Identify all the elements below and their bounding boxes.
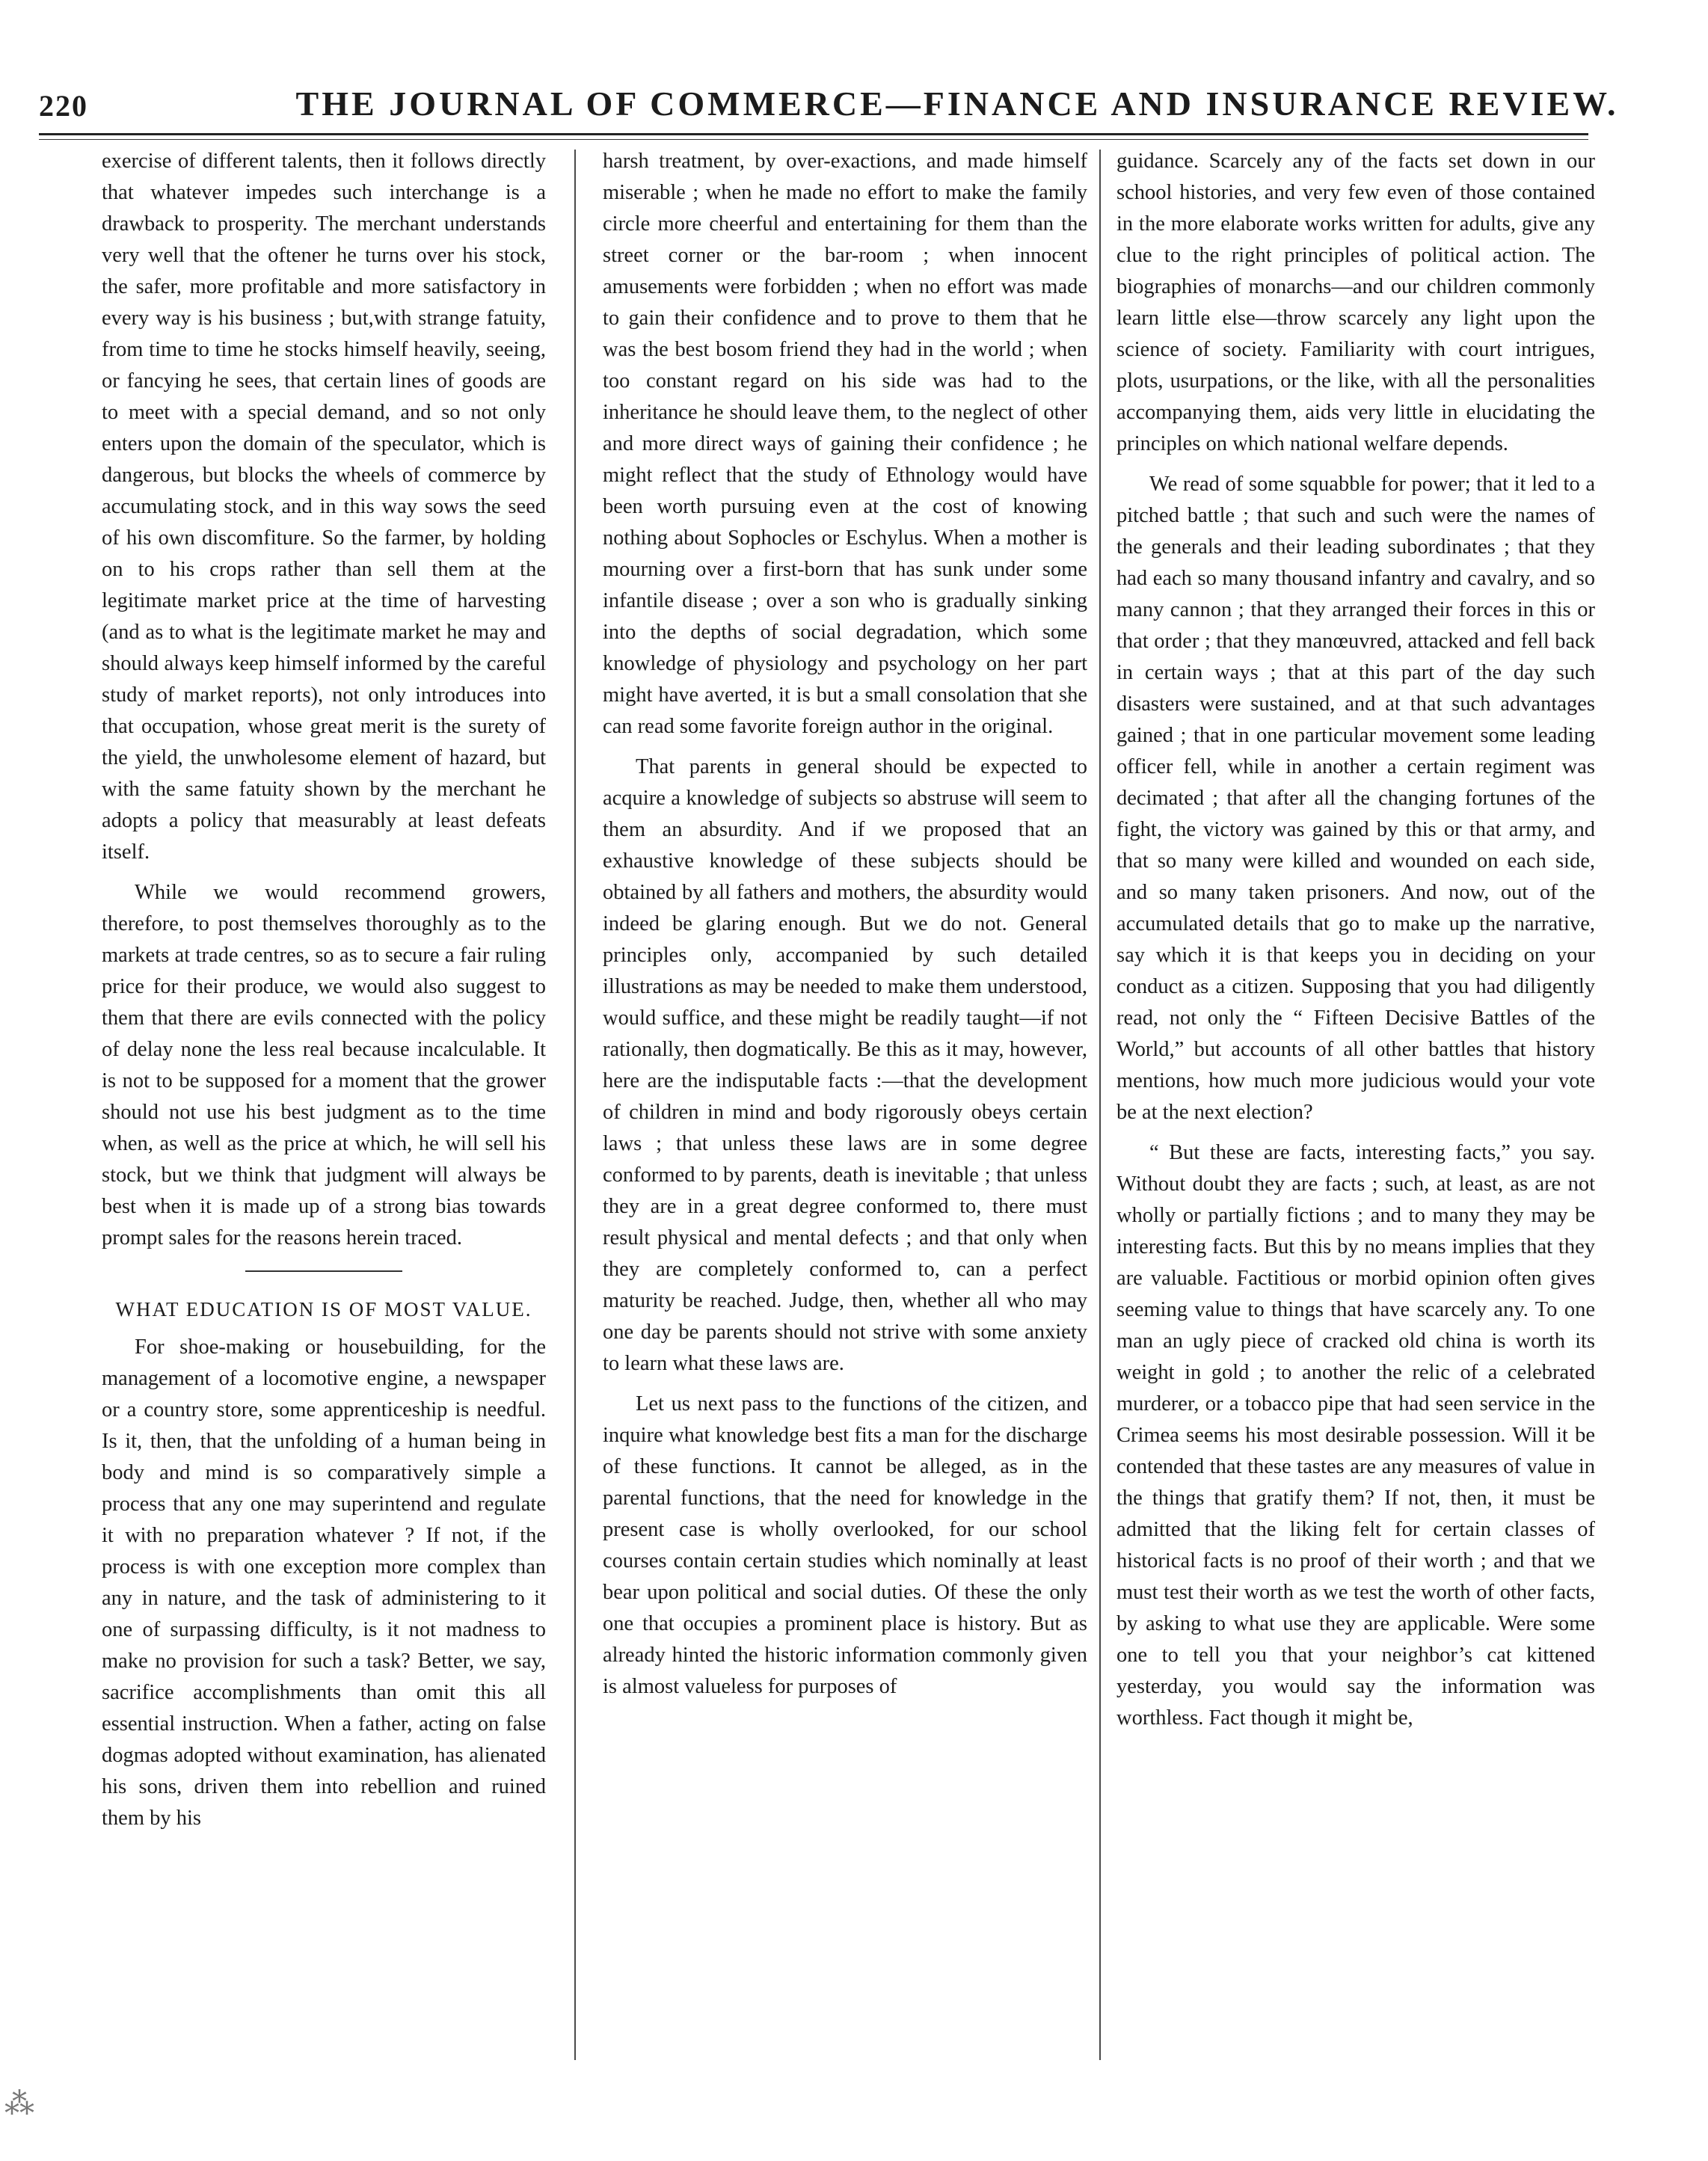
- paragraph: Let us next pass to the functions of the citizen, and inquire what knowledge best fits a man for the discharge of these functions. It cannot be alleged, as in the parental functions, that the need for knowledge in the present case is wholly overlooked, for our school courses contain certain studies which nominally at least bear upon political and social duties. Of these the only one that occupies a prominent place is history. But as already hinted the historic information commonly given is almost valueless for purposes of: [603, 1392, 1087, 1698]
- paragraph: While we would recommend growers, therefore, to post themselves thoroughly as to the markets at trade centres, so as to secure a fair ruling price for their produce, we would also suggest to them that there are evils connected with the policy of delay none the less real because incalculable. It is not to be supposed for a moment that the grower should not use his best judgment as to the time when, as well as the price at which, he will sell his stock, but we think that judgment will always be best when it is made up of a strong bias towards prompt sales for the reasons herein traced.: [102, 881, 546, 1249]
- paragraph: harsh treatment, by over-exactions, and made himself miserable ; when he made no effort to make the family circle more cheerful and entertaining for them than the street corner or the bar-room ; when innocent amusements were forbidden ; when no effort was made to gain their confidence and to prove to them that he was the best bosom friend they had in the world ; when too constant regard on his side was had to the inheritance he should leave them, to the neglect of other and more direct ways of gaining their confidence ; he might reflect that the study of Ethnology would have been worth pursuing even at the cost of knowing nothing about Sophocles or Eschylus. When a mother is mourning over a first-born that has sunk under some infantile disease ; over a son who is gradually sinking into the depths of social degradation, which some knowledge of physiology and psychology on her part might have averted, it is but a small consolation that she can read some favorite foreign author in the original.: [603, 150, 1087, 738]
- page-number: 220: [39, 89, 88, 123]
- section-heading: WHAT EDUCATION IS OF MOST VALUE.: [115, 1298, 532, 1321]
- text-column-3: [1116, 146, 1595, 2068]
- paragraph: That parents in general should be expected to acquire a knowledge of subjects so abstruse will seem to them an absurdity. And if we proposed that an exhaustive knowledge of these subjects should be obtained by all fathers and mothers, the absurdity would indeed be glaring enough. But we do not. General principles only, accompanied by such detailed illustrations as may be needed to make them understood, would suffice, and these might be readily taught—if not rationally, then dogmatically. Be this as it may, however, here are the indisputable facts :—that the development of children in mind and body rigorously obeys certain laws ; that unless these laws are in some degree conformed to by parents, death is inevitable ; that unless they are in a great degree conformed to, there must result physical and mental defects ; and that only when they are completely conformed to, can a perfect maturity be reached. Judge, then, whether all who may one day be parents should not strive with some anxiety to learn what these laws are.: [603, 755, 1087, 1375]
- paragraph: “ But these are facts, interesting facts,” you say. Without doubt they are facts ; such, at least, as are not wholly or partially fictions ; and to many they may be interesting facts. But this by no means implies that they are valuable. Factitious or morbid opinion often gives seeming value to things that have scarcely any. To one man an ugly piece of cracked old china is worth its weight in gold ; to another the relic of a celebrated murderer, or a tobacco pipe that had seen service in the Crimea seems his most desirable possession. Will it be contended that these tastes are any measures of value in the things that gratify them? If not, then, it must be admitted that the liking felt for certain classes of historical facts is no proof of their worth ; and that we must test their worth as we test the worth of other facts, by asking to what use they are applicable. Were some one to tell you that your neighbor’s cat kittened yesterday, you would say the information was worthless. Fact though it might be,: [1116, 1141, 1595, 1730]
- paragraph: We read of some squabble for power; that it led to a pitched battle ; that such and such were the names of the generals and their leading subordinates ; that they had each so many thousand infantry and cavalry, and so many cannon ; that they arranged their forces in this or that order ; that they manœuvred, attacked and fell back in certain ways ; that at this part of the day such disasters were sustained, and at that such advantages gained ; that in one particular movement some leading officer fell, while in another a certain regiment was decimated ; that after all the changing fortunes of the fight, the victory was gained by this or that army, and that so many were killed and wounded on each side, and so many taken prisoners. And now, out of the accumulated details that go to make up the narrative, say which it is that keeps you in deciding on your conduct as a citizen. Supposing that you had diligently read, not only the “ Fifteen Decisive Battles of the World,” but accounts of all other battles that history mentions, how much more judicious would your vote be at the next election?: [1116, 473, 1595, 1124]
- header-rule: [39, 133, 1588, 135]
- column-divider: [574, 150, 576, 2060]
- header-rule-thin: [39, 139, 1588, 140]
- print-smudge-icon: ⁂: [4, 2087, 34, 2121]
- paragraph: exercise of different talents, then it follows directly that whatever impedes such interchange is a drawback to prosperity. The merchant understands very well that the oftener he turns over his stock, the safer, more profitable and more satisfactory in every way is his business ; but,with strange fatuity, from time to time he stocks himself heavily, seeing, or fancying he sees, that certain lines of goods are to meet with a special demand, and so not only enters upon the domain of the speculator, which is dangerous, but blocks the wheels of commerce by accumulating stock, and in this way sows the seed of his own discomfiture. So the farmer, by holding on to his crops rather than sell them at the legitimate market price at the time of harvesting (and as to what is the legitimate market he may and should always keep himself informed by the careful study of market reports), not only introduces into that occupation, whose great merit is the surety of the yield, the unwholesome element of hazard, but with the same fatuity shown by the merchant he adopts a policy that measurably at least defeats itself.: [102, 150, 546, 864]
- section-divider: [245, 1270, 402, 1272]
- paragraph: For shoe-making or housebuilding, for the management of a locomotive engine, a newspaper or a country store, some apprenticeship is needful. Is it, then, that the unfolding of a human being in body and mind is so comparatively simple a process that any one may superintend and regulate it with no preparation whatever ? If not, if the process is with one exception more complex than any in nature, and the task of administering to it one of surpassing difficulty, is it not madness to make no provision for such a task? Better, we say, sacrifice accomplishments than omit this all essential instruction. When a father, acting on false dogmas adopted without examination, has alienated his sons, driven them into rebellion and ruined them by his: [102, 1335, 546, 1830]
- column-divider: [1099, 150, 1101, 2060]
- text-column-2: [603, 146, 1087, 2068]
- text-column-1: [102, 146, 546, 2068]
- paragraph: guidance. Scarcely any of the facts set down in our school histories, and very few even of those contained in the more elaborate works written for adults, give any clue to the right principles of political action. The biographies of monarchs—and our children commonly learn little else—throw scarcely any light upon the science of society. Familiarity with court intrigues, plots, usurpations, or the like, with all the personalities accompanying them, aids very little in elucidating the principles on which national welfare depends.: [1116, 150, 1595, 455]
- masthead-title: THE JOURNAL OF COMMERCE—FINANCE AND INSURANCE REVIEW.: [295, 84, 1619, 123]
